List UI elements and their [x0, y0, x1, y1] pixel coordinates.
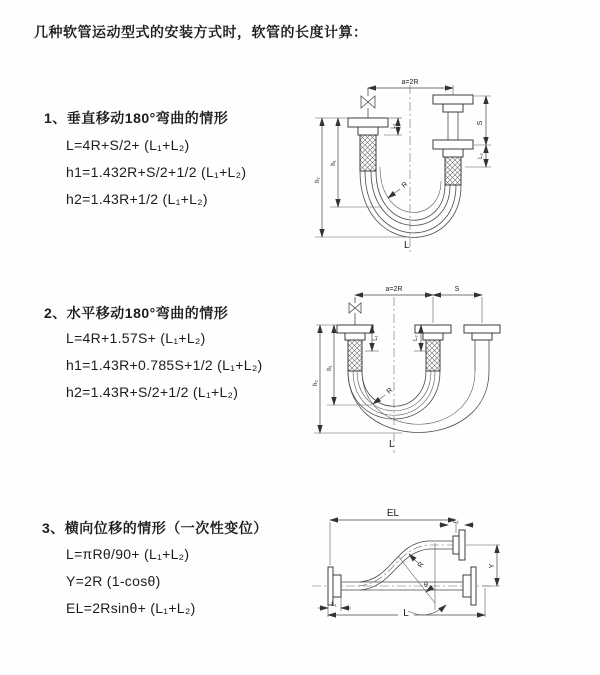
dim-label-l1: L₁ [373, 335, 379, 341]
radius-label: R [385, 386, 395, 396]
dim-label-l2: L₂ [413, 335, 419, 341]
left-pipe-flange [337, 325, 373, 371]
page-title: 几种软管运动型式的安装方式时，软管的长度计算： [34, 24, 368, 40]
radius-callout [388, 181, 409, 198]
dim-label-l2: L₂ [478, 153, 484, 159]
right-pipe-flanges [433, 95, 473, 185]
left-flange [328, 567, 341, 605]
section-2-formula-h1: h1=1.43R+0.785S+1/2 (L₁+L₂) [66, 357, 263, 373]
section-1-heading: 1、垂直移动180°弯曲的情形 [44, 110, 229, 126]
section-2-formula-h2: h2=1.43R+S/2+1/2 (L₁+L₂) [66, 384, 239, 400]
angle-theta-label: θ [424, 582, 428, 589]
dim-label-a2r: a=2R [401, 79, 419, 86]
right-flange-original [463, 567, 476, 605]
dim-label-h2: h₂ [315, 177, 321, 183]
dim-label-s: S [477, 120, 484, 126]
section-3-heading: 3、横向位移的情形（一次性变位） [42, 520, 268, 536]
dim-label-y: Y [489, 563, 496, 569]
dim-label-h2: h₂ [313, 380, 319, 386]
dim-label-s: S [454, 286, 460, 293]
radius-callout [409, 554, 426, 569]
middle-pipe-flange [415, 325, 451, 371]
radius-label: R [400, 180, 410, 190]
dim-label-l2: L₂ [453, 519, 459, 525]
section-3-formula-l: L=πRθ/90+ (L₁+L₂) [66, 546, 190, 562]
dim-label-a2r: a=2R [385, 286, 403, 293]
section-2-formula-l: L=4R+1.57S+ (L₁+L₂) [66, 330, 206, 346]
dim-label-l1: L₁ [391, 123, 397, 129]
dimension-s [433, 286, 482, 323]
length-label: L [403, 608, 409, 619]
right-pipe-flange-moved [464, 325, 500, 371]
radius-label: R [416, 560, 426, 570]
valve-icon [361, 88, 375, 118]
length-label: L [404, 240, 410, 251]
dim-label-el: EL [386, 508, 400, 519]
diagram-lateral-displacement [298, 503, 598, 638]
section-1-formula-l: L=4R+S/2+ (L₁+L₂) [66, 137, 190, 153]
hose-u-bends [348, 371, 489, 433]
section-1-formula-h2: h2=1.43R+1/2 (L₁+L₂) [66, 191, 208, 207]
radius-callout [373, 387, 394, 404]
top-right-flange-displaced [453, 530, 465, 560]
dimension-el [330, 508, 456, 565]
diagram-horizontal-180-bend [312, 283, 597, 468]
valve-icon [349, 297, 361, 325]
dimension-a2r [368, 79, 453, 95]
dim-label-h1: h₁ [331, 160, 337, 166]
dim-label-l1: L₁ [331, 602, 337, 608]
section-3-formula-y: Y=2R (1-cosθ) [66, 573, 161, 589]
section-3-formula-el: EL=2Rsinθ+ (L₁+L₂) [66, 600, 196, 616]
dim-label-h1: h₁ [327, 365, 333, 371]
dimension-s [474, 96, 491, 145]
section-2-heading: 2、水平移动180°弯曲的情形 [44, 305, 229, 321]
diagram-vertical-180-bend [310, 55, 590, 255]
dimension-l [328, 588, 485, 619]
angle-construction [398, 543, 446, 615]
length-label: L [389, 439, 395, 450]
left-pipe-flange [348, 118, 388, 171]
section-1-formula-h1: h1=1.432R+S/2+1/2 (L₁+L₂) [66, 164, 247, 180]
dimension-l1 [318, 597, 351, 611]
